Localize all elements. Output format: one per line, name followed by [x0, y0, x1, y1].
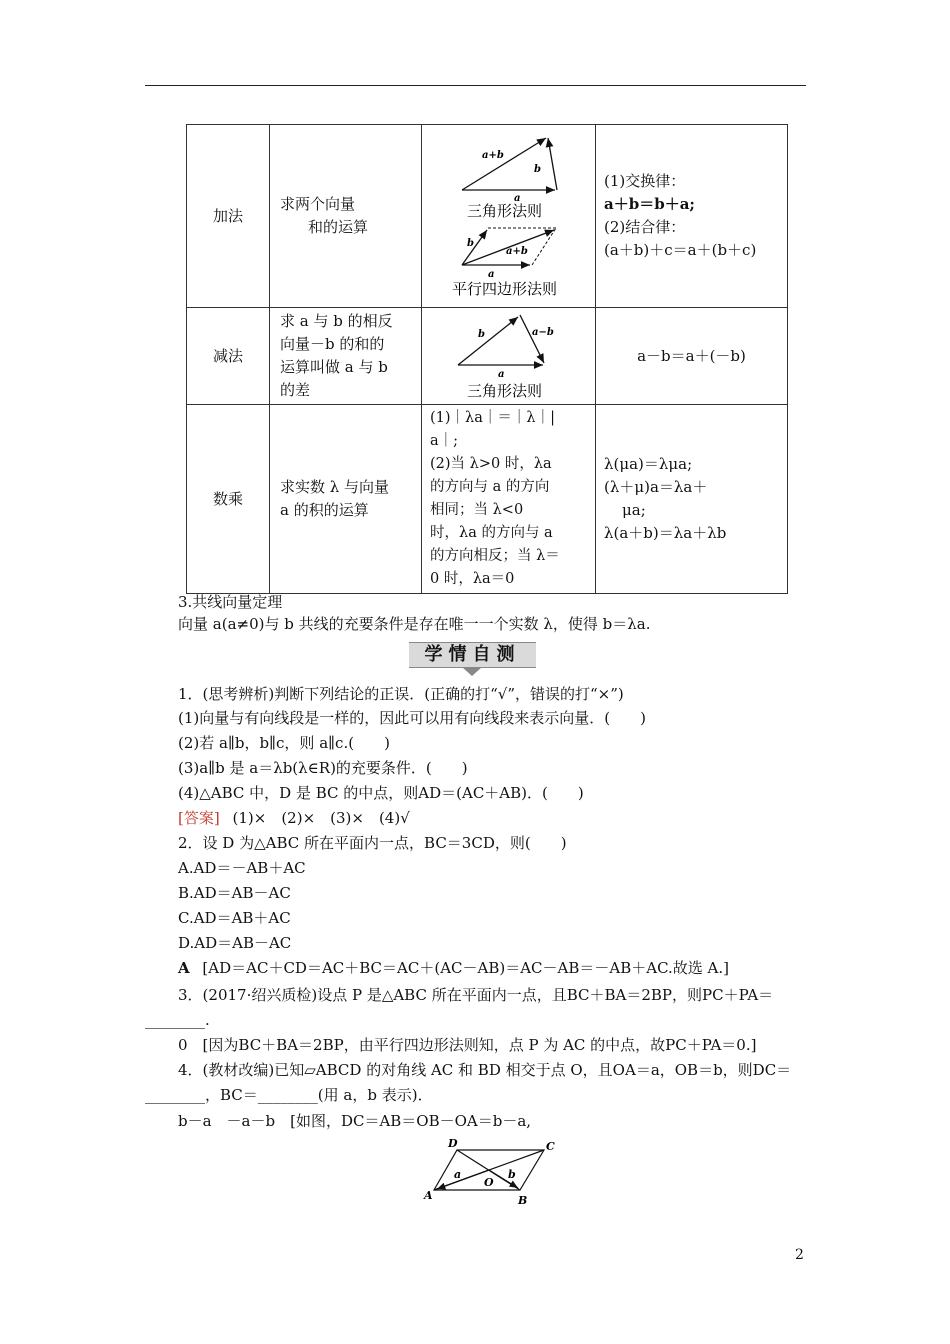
- q1-item: (1)向量与有向线段是一样的，因此可以用有向线段来表示向量．( ): [178, 709, 646, 727]
- label-a: a: [514, 193, 521, 204]
- header-pointer-icon: [462, 667, 482, 676]
- op-laws: [596, 405, 788, 594]
- parallelogram-rule-figure: [422, 218, 587, 298]
- meaning-line: 向量－b 的和的: [280, 335, 385, 353]
- q1-answer: [178, 808, 410, 828]
- meaning-line: a 的积的运算: [280, 501, 369, 519]
- meaning-line: 求两个向量: [280, 195, 356, 213]
- q3-answer: 0 [因为BC＋BA＝2BP，由平行四边形法则知，点 P 为 AC 的中点，故PC＋PA＝0.]: [178, 1036, 757, 1054]
- rule-line: (2)当 λ>0 时，λa: [430, 456, 552, 472]
- vertex-a: A: [424, 1189, 433, 1202]
- vertex-d: D: [448, 1137, 458, 1150]
- label-a-minus-b: a−b: [532, 327, 554, 338]
- q4-stem2: ________，BC＝________(用 a，b 表示)．: [145, 1086, 433, 1104]
- rule-line: 的方向与 a 的方向: [430, 479, 550, 495]
- op-name: 减法: [187, 308, 270, 405]
- page-number: 2: [795, 1247, 804, 1263]
- section3-text: 向量 a(a≠0)与 b 共线的充要条件是存在唯一一个实数 λ，使得 b＝λa.: [178, 615, 651, 633]
- rule-line: a｜;: [430, 433, 459, 449]
- q2-stem: 2．设 D 为△ABC 所在平面内一点，BC＝3CD，则( ): [178, 834, 567, 852]
- meaning-line: 和的运算: [308, 218, 369, 236]
- meaning-line: 求 a 与 b 的相反: [280, 312, 393, 330]
- op-laws: [596, 125, 788, 308]
- answer-letter: A: [178, 959, 190, 977]
- meaning-line: 运算叫做 a 与 b: [280, 358, 388, 376]
- label-a: a: [454, 1168, 462, 1181]
- label-a-plus-b: a+b: [482, 150, 504, 161]
- vector-operations-table: [186, 124, 788, 594]
- law-line: a＋b＝b＋a;: [604, 195, 695, 213]
- label-b: b: [508, 1168, 516, 1181]
- triangle-rule-figure: [422, 134, 587, 218]
- op-law: a－b＝a＋(－b): [596, 308, 788, 405]
- q3-blank: ________.: [145, 1011, 210, 1029]
- law-line: λ(a＋b)＝λa＋λb: [604, 524, 727, 542]
- subtraction-triangle-figure: [422, 309, 587, 403]
- meaning-line: 的差: [280, 381, 311, 399]
- table-row-scalar-mult: [187, 405, 788, 594]
- law-line: (2)结合律：: [604, 218, 686, 236]
- op-meaning: [270, 308, 422, 405]
- center-o: O: [484, 1176, 494, 1189]
- fig-caption: 三角形法则: [466, 382, 543, 400]
- table-row-addition: [187, 125, 788, 308]
- q1-item: (2)若 a∥b，b∥c，则 a∥c.( ): [178, 734, 390, 752]
- law-line: λ(μa)＝λμa;: [604, 455, 693, 473]
- fig2-caption: 平行四边形法则: [451, 280, 558, 298]
- rule-line: 时，λa 的方向与 a: [430, 525, 553, 541]
- rule-line: (1)｜λa｜＝｜λ｜|: [430, 410, 555, 426]
- q1-item: (4)△ABC 中，D 是 BC 的中点，则AD＝(AC＋AB)．( ): [178, 784, 584, 802]
- op-name: 数乘: [187, 405, 270, 594]
- fig1-caption: 三角形法则: [466, 202, 543, 218]
- q2-option: A.AD＝－AB＋AC: [178, 859, 306, 877]
- answer-text: [AD＝AC＋CD＝AC＋BC＝AC＋(AC－AB)＝AC－AB＝－AB＋AC.故选 A.]: [202, 959, 729, 977]
- op-meaning: [270, 405, 422, 594]
- label-b: b: [467, 238, 474, 249]
- op-rules: [422, 405, 596, 594]
- op-figure: [422, 125, 596, 308]
- section3-title: 3.共线向量定理: [178, 593, 283, 611]
- q1-stem: 1．(思考辨析)判断下列结论的正误．(正确的打“√”，错误的打“×”): [178, 685, 624, 703]
- q2-option: D.AD＝AB－AC: [178, 934, 292, 952]
- parallelogram-abcd-figure: [420, 1134, 570, 1209]
- q4-answer: b－a －a－b [如图，DC＝AB＝OB－OA＝b－a,: [178, 1112, 532, 1130]
- law-line: μa;: [622, 501, 646, 519]
- rule-line: 0 时，λa＝0: [430, 571, 515, 587]
- section-header: 学情自测: [409, 642, 536, 668]
- law-line: (λ＋μ)a＝λa＋: [604, 478, 708, 496]
- label-b: b: [534, 164, 541, 175]
- label-b: b: [478, 329, 485, 340]
- table-row-subtraction: [187, 308, 788, 405]
- vertex-c: C: [546, 1140, 555, 1153]
- law-line: (1)交换律：: [604, 172, 686, 190]
- op-meaning: [270, 125, 422, 308]
- answer-tag: [答案]: [178, 809, 220, 827]
- q4-stem: 4．(教材改编)已知▱ABCD 的对角线 AC 和 BD 相交于点 O，且OA＝a，OB＝b，则DC＝: [178, 1061, 792, 1079]
- header-rule: [145, 85, 806, 86]
- rule-line: 的方向相反；当 λ＝: [430, 548, 560, 564]
- answer-text: (1)× (2)× (3)× (4)√: [232, 809, 410, 827]
- op-name: 加法: [187, 125, 270, 308]
- label-a-plus-b: a+b: [506, 246, 528, 257]
- q2-answer: [178, 958, 729, 978]
- label-a: a: [488, 269, 495, 280]
- q3-stem: 3．(2017·绍兴质检)设点 P 是△ABC 所在平面内一点，且BC＋BA＝2BP，则PC＋PA＝: [178, 986, 774, 1004]
- op-figure: [422, 308, 596, 405]
- q2-option: B.AD＝AB－AC: [178, 884, 291, 902]
- q1-item: (3)a∥b 是 a＝λb(λ∈R)的充要条件．( ): [178, 759, 468, 777]
- vertex-b: B: [518, 1194, 528, 1207]
- q2-option: C.AD＝AB＋AC: [178, 909, 291, 927]
- law-line: (a＋b)＋c＝a＋(b＋c): [604, 241, 757, 259]
- meaning-line: 求实数 λ 与向量: [280, 478, 390, 496]
- label-a: a: [498, 369, 505, 380]
- rule-line: 相同；当 λ<0: [430, 502, 524, 518]
